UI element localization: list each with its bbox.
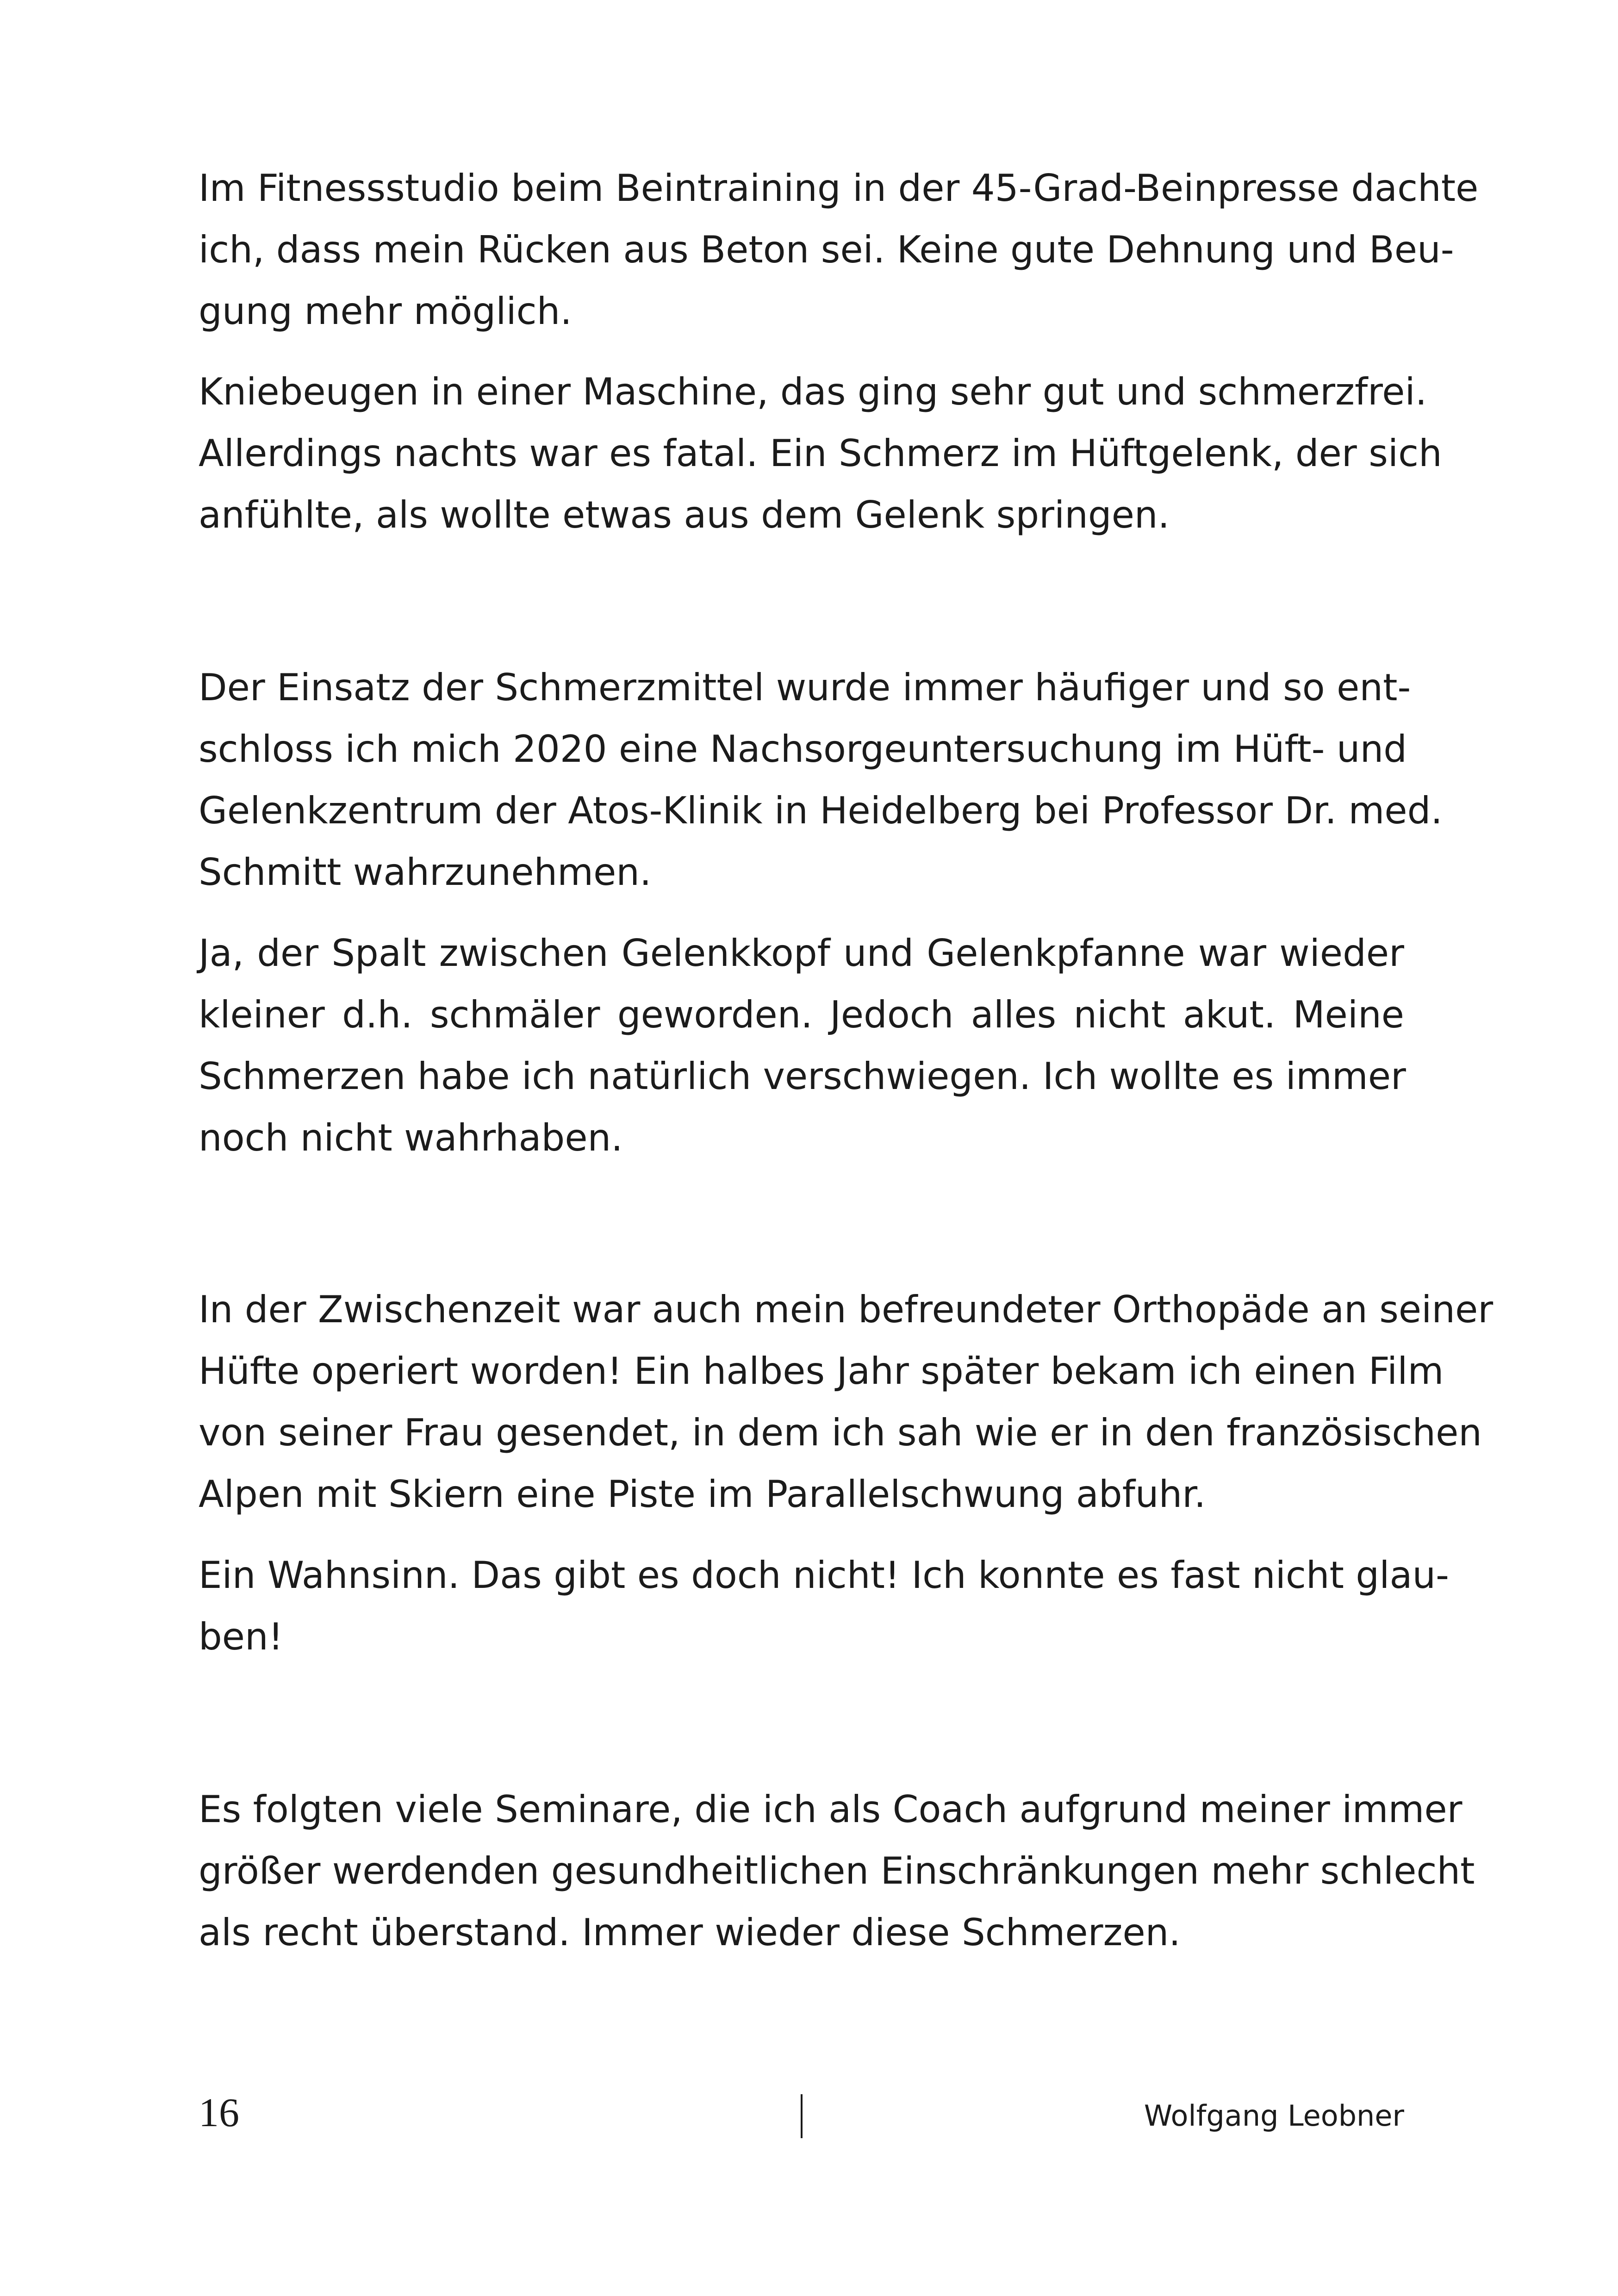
text-line: ben! [199, 1615, 283, 1658]
text-line: ich, dass mein Rücken aus Beton sei. Keine gute Dehnung und Beu- [199, 228, 1454, 271]
text-line: größer werdenden gesundheitlichen Einschränkungen mehr schlecht [199, 1849, 1475, 1892]
text-line: Im Fitnessstudio beim Beintraining in der 45-Grad-Beinpresse dachte [199, 167, 1479, 210]
text-line: als recht überstand. Immer wieder diese Schmerzen. [199, 1911, 1181, 1954]
text-line: Hüfte operiert worden! Ein halbes Jahr später bekam ich einen Film [199, 1350, 1444, 1393]
text-line: noch nicht wahrhaben. [199, 1116, 623, 1159]
text-line: Kniebeugen in einer Maschine, das ging sehr gut und schmerzfrei. [199, 370, 1427, 413]
text-line: In der Zwischenzeit war auch mein befreundeter Orthopäde an seiner [199, 1288, 1494, 1331]
text-line: schloss ich mich 2020 eine Nachsorgeuntersuchung im Hüft- und [199, 728, 1407, 771]
text-line: Schmerzen habe ich natürlich verschwiegen. Ich wollte es immer [199, 1055, 1406, 1098]
text-line: Alpen mit Skiern eine Piste im Parallelschwung abfuhr. [199, 1473, 1206, 1516]
paragraph-3 [199, 657, 1443, 903]
text-line: kleiner d.h. schmäler geworden. Jedoch alles nicht akut. Meine [199, 993, 1404, 1036]
text-line: Ein Wahnsinn. Das gibt es doch nicht! Ich konnte es fast nicht glau- [199, 1554, 1450, 1597]
paragraph-4 [199, 922, 1404, 1169]
footer-divider [801, 2094, 803, 2138]
text-line: von seiner Frau gesendet, in dem ich sah wie er in den französischen [199, 1411, 1482, 1454]
paragraph-2 [199, 361, 1442, 546]
text-line: anfühlte, als wollte etwas aus dem Gelenk springen. [199, 493, 1170, 536]
paragraph-6 [199, 1544, 1450, 1668]
text-line: gung mehr möglich. [199, 290, 572, 333]
text-line: Schmitt wahrzunehmen. [199, 851, 652, 894]
paragraph-5 [199, 1279, 1494, 1525]
text-line: Ja, der Spalt zwischen Gelenkkopf und Gelenkpfanne war wieder [199, 932, 1404, 975]
page-number: 16 [199, 2091, 239, 2135]
footer-author: Wolfgang Leobner [1144, 2099, 1404, 2133]
paragraph-7 [199, 1779, 1475, 1963]
text-line: Es folgten viele Seminare, die ich als Coach aufgrund meiner immer [199, 1788, 1462, 1831]
text-line: Allerdings nachts war es fatal. Ein Schmerz im Hüftgelenk, der sich [199, 432, 1442, 475]
text-line: Der Einsatz der Schmerzmittel wurde immer häufiger und so ent- [199, 666, 1411, 709]
paragraph-1 [199, 157, 1479, 342]
text-line: Gelenkzentrum der Atos-Klinik in Heidelberg bei Professor Dr. med. [199, 789, 1443, 832]
